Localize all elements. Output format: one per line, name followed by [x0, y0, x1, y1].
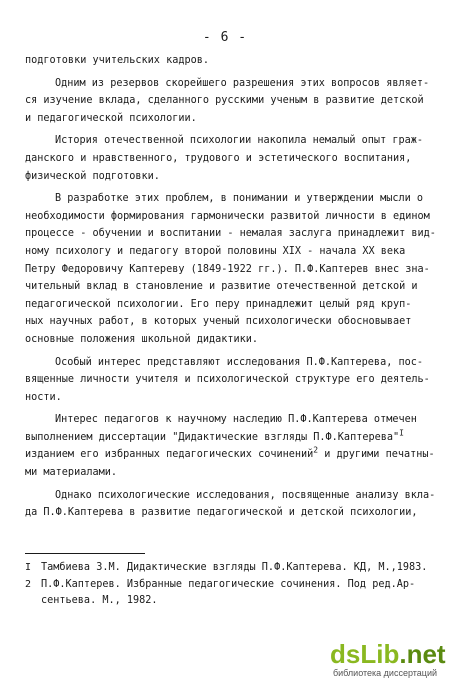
- text-line: ми материалами.: [25, 467, 118, 479]
- text-line: вященные личности учителя и психологической структуре его деятель-: [25, 374, 430, 386]
- logo-domain: .net: [399, 639, 446, 669]
- text-line: необходимости формирования гармонически развитой личности в едином: [25, 210, 430, 222]
- text-line: Петру Федоровичу Каптереву (1849-1922 гг.). П.Ф.Каптерев внес зна-: [25, 263, 430, 275]
- text-line-with-footnote-ref: [25, 446, 435, 464]
- text-line: В разработке этих проблем, в понимании и утверждении мысли о: [55, 193, 424, 205]
- text-line: основные положения школьной дидактики.: [25, 333, 259, 345]
- footnote-text: П.Ф.Каптерев. Избранные педагогические сочинения. Под ред.Ар-: [41, 578, 416, 590]
- text-segment: изданием его избранных педагогических сочинений: [25, 449, 314, 461]
- dslib-logo: [330, 639, 446, 669]
- text-segment: выполнением диссертации "Дидактические взгляды П.Ф.Каптерева": [25, 431, 400, 443]
- text-line: физической подготовки.: [25, 170, 160, 182]
- watermark: [330, 639, 446, 679]
- footnote-text: Тамбиева З.М. Дидактические взгляды П.Ф.Каптерева. КД, М.,1983.: [41, 562, 428, 573]
- footnote-2: [25, 577, 430, 594]
- page-number: - 6 -: [202, 30, 248, 45]
- text-line-with-footnote-ref: [25, 429, 430, 447]
- text-line: ности.: [25, 391, 62, 403]
- footnote-ref-1: I: [399, 428, 404, 438]
- watermark-subtitle: библиотека диссертаций: [332, 668, 437, 678]
- text-line: да П.Ф.Каптерева в развитие педагогической и детской психологии,: [25, 507, 418, 519]
- footnote-mark: 2: [25, 578, 32, 590]
- text-line: ся изучение вклада, сделанного русскими ученым в развитие детской: [25, 95, 424, 107]
- footnote-ref-2: 2: [313, 446, 319, 456]
- text-line: процессе - обучении и воспитании - немалая заслуга принадлежит вид-: [25, 228, 436, 240]
- text-line: История отечественной психологии накопила немалый опыт граж-: [55, 135, 424, 147]
- text-line: Однако психологические исследования, посвященные анализу вкла-: [55, 489, 436, 501]
- text-line: ному психологу и педагогу второй половины XIX - начала XX века: [25, 245, 406, 257]
- footnote-mark: I: [25, 562, 32, 573]
- text-line: подготовки учительских кадров.: [25, 55, 210, 66]
- text-line: ных научных работ, в которых ученый психологически обосновывает: [25, 316, 412, 328]
- footnote-2-continued: сентьева. М., 1982.: [41, 595, 158, 606]
- footnote-divider: [25, 553, 145, 554]
- text-line: данского и нравственного, трудового и эстетического воспитания,: [25, 152, 412, 164]
- text-line: чительный вклад в становление и развитие отечественной детской и: [25, 281, 418, 293]
- footnote-1: [25, 560, 430, 577]
- footnotes: [25, 560, 430, 610]
- text-line: Одним из резервов скорейшего разрешения этих вопросов являет-: [55, 77, 430, 89]
- text-segment: и другими печатны-: [318, 449, 435, 461]
- body-text: [25, 52, 436, 522]
- text-line: Особый интерес представляют исследования П.Ф.Каптерева, пос-: [55, 356, 424, 368]
- logo-main: dsLib: [330, 639, 400, 669]
- text-line: и педагогической психологии.: [25, 112, 197, 124]
- text-line: Интерес педагогов к научному наследию П.Ф.Каптерева отмечен: [55, 414, 417, 426]
- text-line: педагогической психологии. Его перу принадлежит целый ряд круп-: [25, 298, 412, 310]
